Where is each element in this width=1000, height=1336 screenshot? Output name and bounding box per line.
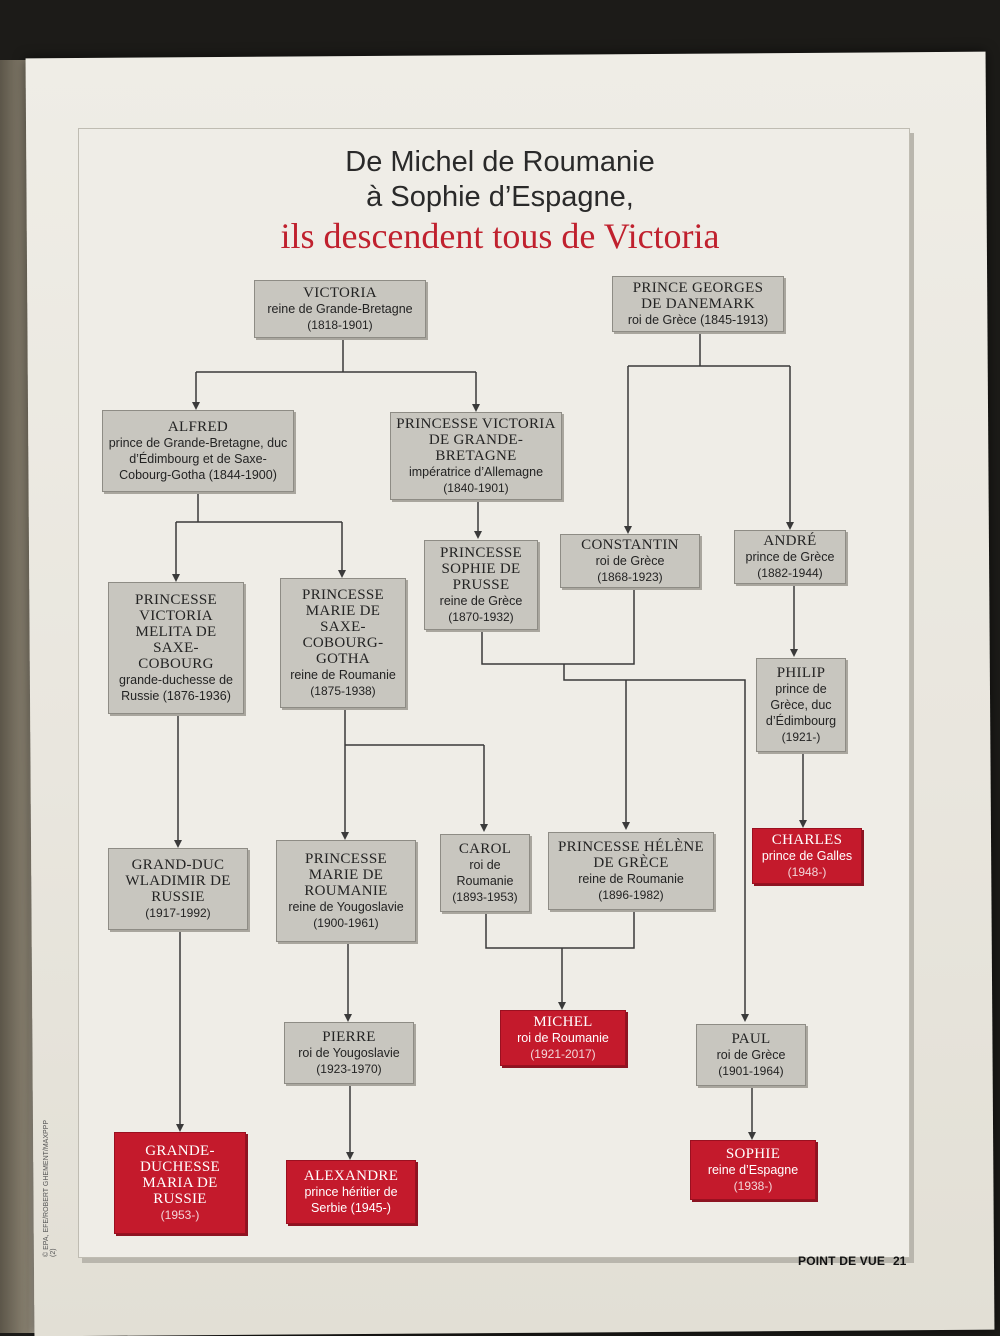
person-dates: (1921-2017) xyxy=(530,1047,596,1061)
person-dates: (1870-1932) xyxy=(448,610,514,624)
headline-line-2: à Sophie d’Espagne, xyxy=(366,181,634,213)
magazine-logo: POINT DE VUE xyxy=(798,1254,886,1268)
person-dates: (1875-1938) xyxy=(310,684,376,698)
person-georges-danemark xyxy=(612,276,784,332)
headline-line-1: De Michel de Roumanie xyxy=(345,146,655,178)
person-alfred xyxy=(102,410,294,492)
person-sophie-prusse xyxy=(424,540,538,630)
person-marie-saxe xyxy=(280,578,406,708)
person-title: roi de Roumanie xyxy=(517,1031,609,1045)
person-title: prince de Grèce xyxy=(745,550,835,564)
person-dates: (1917-1992) xyxy=(145,906,211,920)
person-name: SOPHIE xyxy=(725,1146,781,1162)
person-alexandre xyxy=(286,1160,416,1224)
person-helene xyxy=(548,832,714,910)
person-dates: (1868-1923) xyxy=(597,570,663,584)
page-number: 21 xyxy=(893,1254,907,1268)
person-victoria-melita xyxy=(108,582,244,714)
person-title: roi de Yougoslavie xyxy=(298,1046,400,1060)
person-name: ANDRÉ xyxy=(763,533,817,549)
person-dates: (1893-1953) xyxy=(452,890,518,904)
person-name: PHILIP xyxy=(776,665,826,681)
person-dates: (1953-) xyxy=(160,1208,200,1222)
person-name: PRINCE GEORGES DE DANEMARK xyxy=(632,280,764,312)
person-name: PRINCESSE VICTORIA DE GRANDE-BRETAGNE xyxy=(396,416,556,464)
person-name: PRINCESSE HÉLÈNE DE GRÈCE xyxy=(557,839,705,871)
person-name: ALFRED xyxy=(167,419,229,435)
person-dates: (1900-1961) xyxy=(313,916,379,930)
person-charles xyxy=(752,828,862,884)
person-marie-roumanie xyxy=(276,840,416,942)
person-name: MICHEL xyxy=(533,1014,593,1030)
person-victoria xyxy=(254,280,426,338)
person-constantin xyxy=(560,534,700,588)
person-name: CAROL xyxy=(458,841,512,857)
person-sophie-espagne xyxy=(690,1140,816,1200)
person-title: prince de Grèce, duc d’Édimbourg xyxy=(765,682,837,728)
person-dates: (1882-1944) xyxy=(757,566,823,580)
person-name: PAUL xyxy=(731,1031,771,1047)
person-dates: (1818-1901) xyxy=(307,318,373,332)
person-name: PRINCESSE SOPHIE DE PRUSSE xyxy=(440,545,522,593)
person-title: reine de Yougoslavie xyxy=(288,900,404,914)
headline-line-3: ils descendent tous de Victoria xyxy=(280,216,720,256)
person-dates: (1840-1901) xyxy=(443,481,509,495)
person-title: roi de Grèce xyxy=(595,554,665,568)
person-title: roi de Grèce (1845-1913) xyxy=(627,313,769,327)
photo-credit: © EPA, EFE/ROBERT GHEMENT/MAXPPP (2) xyxy=(43,1120,57,1257)
person-name: PIERRE xyxy=(322,1029,376,1045)
person-philip xyxy=(756,658,846,752)
person-name: ALEXANDRE xyxy=(303,1168,399,1184)
person-title: reine de Roumanie xyxy=(290,668,396,682)
person-dates: (1938-) xyxy=(733,1179,773,1193)
person-dates: (1948-) xyxy=(787,865,827,879)
person-title: roi de Roumanie xyxy=(456,858,514,888)
person-title: impératrice d’Allemagne xyxy=(408,465,544,479)
person-title: prince de Grande-Bretagne, duc d’Édimbourg et de Saxe-Cobourg-Gotha (1844-1900) xyxy=(108,436,288,482)
person-wladimir xyxy=(108,848,248,930)
person-paul xyxy=(696,1024,806,1086)
person-dates: (1921-) xyxy=(781,730,821,744)
person-dates: (1896-1982) xyxy=(598,888,664,902)
person-name: CHARLES xyxy=(771,832,843,848)
person-title: reine de Grande-Bretagne xyxy=(267,302,413,316)
person-maria-russie xyxy=(114,1132,246,1234)
person-title: reine d’Espagne xyxy=(707,1163,799,1177)
person-name: VICTORIA xyxy=(303,285,377,301)
person-name: PRINCESSE MARIE DE ROUMANIE xyxy=(304,851,388,899)
person-michel xyxy=(500,1010,626,1066)
person-title: prince héritier de Serbie (1945-) xyxy=(304,1185,398,1215)
person-dates: (1923-1970) xyxy=(316,1062,382,1076)
person-title: grande-duchesse de Russie (1876-1936) xyxy=(119,673,233,703)
person-name: GRAND-DUC WLADIMIR DE RUSSIE xyxy=(125,857,231,905)
person-pierre xyxy=(284,1022,414,1084)
person-name: GRANDE-DUCHESSE MARIA DE RUSSIE xyxy=(140,1143,220,1207)
person-carol xyxy=(440,834,530,912)
person-andre xyxy=(734,530,846,584)
person-victoria-gb xyxy=(390,412,562,500)
person-title: prince de Galles xyxy=(761,849,853,863)
person-title: reine de Grèce xyxy=(439,594,523,608)
person-title: roi de Grèce xyxy=(716,1048,786,1062)
person-name: PRINCESSE MARIE DE SAXE-COBOURG-GOTHA xyxy=(302,587,384,667)
person-title: reine de Roumanie xyxy=(578,872,684,886)
person-name: PRINCESSE VICTORIA MELITA DE SAXE-COBOURG xyxy=(135,592,217,672)
person-dates: (1901-1964) xyxy=(718,1064,784,1078)
person-name: CONSTANTIN xyxy=(581,537,679,553)
